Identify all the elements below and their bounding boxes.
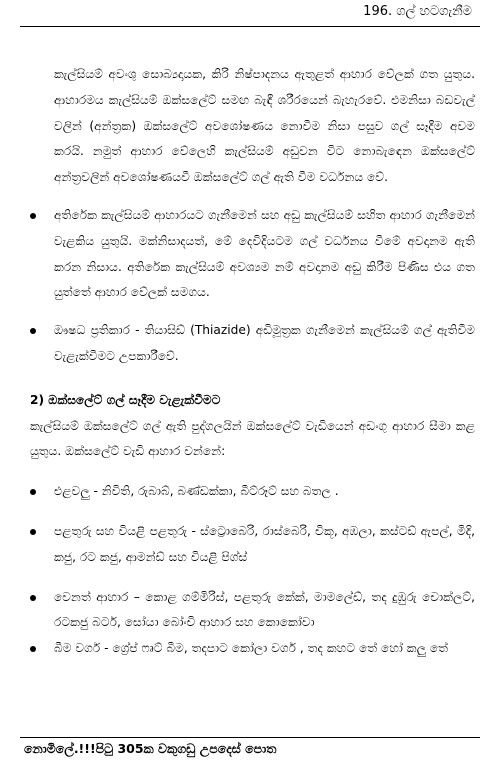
bullet-icon bbox=[30, 489, 36, 495]
footer-text: නොමිලේ.!!!පිටු 305ක වකුගඩු උපදෙස් පොත bbox=[24, 741, 277, 756]
section-heading: 2) ඔක්සලේට් ගල් සෑදීම වැළැක්වීමට bbox=[30, 392, 221, 407]
bullet-icon bbox=[30, 328, 36, 334]
spacer bbox=[30, 306, 475, 318]
list-item bbox=[30, 585, 475, 637]
oxalate-food-list bbox=[30, 479, 475, 662]
list-item bbox=[30, 519, 475, 571]
spacer bbox=[30, 370, 475, 388]
list-item bbox=[30, 636, 475, 662]
list-item-text: බීම වර්ග - ග්‍රේප් ෆෘට් බීම, තදපාට කෝලා වර්ග , තද කහට තේ හෝ කලු තේ bbox=[54, 641, 449, 656]
intro-paragraph: කැල්සියම් අවංශු සොබ්‍යදායක, කිරි නිෂ්පාදනය ඇතුළත් ආහාර වේලක් ගත යුතුය. ආහාරමය කැල්සියම් ඔක්සලේට් සමඟ බැඳී ශරීරයෙන් බැහැරවේ. එමනිසා බඩවැල් වලින් (අන්ත්‍රක) ඔක්සලේට් අවශෝෂණය නොවීම නිසා පසුව ගල් සෑදීම අවම කරයි. නමුත් ආහාර වේලෙහි කැල්සියම් අඩුවන විට නොබැඳෙන ඔක්සලේට් අන්ත්‍රවලින් අවශෝෂණයවී ඔක්සලේට් ගල් ඇති වීම වර්ධනය වේ. bbox=[54, 67, 475, 185]
page-content bbox=[30, 62, 475, 662]
spacer bbox=[30, 191, 475, 203]
list-item bbox=[30, 479, 475, 505]
spacer bbox=[30, 571, 475, 585]
bullet-icon bbox=[30, 529, 36, 535]
page-header-title: 196. ගල් හටගැනීම bbox=[363, 4, 472, 19]
list-item-text: අතිරේක කැල්සියම් ආහාරයට ගැනීමෙන් සහ අඩු කැල්සියම් සහිත ආහාර ගැනීමෙන් වැළකිය යුතුයි. මක්නිසාදයත්, මේ දෙවිදියටම ගල් වර්ධනය වීමේ අවදානම ඇති කරන නිසාය. අතිරේක කැල්සියම් අවශ්‍යම නම් අවදානම අඩු කිරීම පිණිස එය ගත යුත්තේ ආහාර වේලක් සමගය. bbox=[54, 207, 475, 300]
spacer bbox=[30, 505, 475, 519]
list-item-text: වෙනත් ආහාර – කොළ ගම්මිරිස්, පළතුරු කේක්, මාමලේඩ්, තද දුඹුරු චොක්ලට්, රටකජු බටර්, සෝයා බෝංචි ආහාර සහ කොකෝවා bbox=[54, 589, 475, 630]
header-divider bbox=[20, 26, 480, 27]
list-item-text: ඖෂධ ප්‍රතිකාර - තියාසිඩ් (Thiazide) අඩිමූත්‍රක ගැනීමෙන් කැල්සියම් ගල් ඇතිවීම වැළැක්වීමට උපකාරීවේ. bbox=[54, 323, 475, 363]
top-bullet-list bbox=[30, 203, 475, 370]
bullet-icon bbox=[30, 595, 36, 601]
list-item bbox=[30, 318, 475, 370]
bullet-icon bbox=[30, 213, 36, 219]
list-item bbox=[30, 203, 475, 306]
list-item-text: එළවලු - නිවිති, රුබාබ්, බණ්ඩක්කා, බීට්රූට් සහ බතල . bbox=[54, 484, 339, 499]
footer-divider bbox=[20, 737, 480, 738]
bullet-icon bbox=[30, 646, 36, 652]
list-item-text: පළතුරු සහ වියළි පළතුරු - ස්ට්‍රොබෙරි, රාස්බෙරි, චිකූ, අඹලා, කස්ටඩ් ඇපල්, මිදි, කජු, රට කජු, ආමන්ඩ් සහ වියළි පිග්ස් bbox=[54, 523, 475, 564]
section-intro-paragraph: කැල්සියම් ඔක්සලේට් ගල් ඇති පුද්ගලයින් ඔක්සලේට් වැඩියෙන් අඩංගු ආහාර සීමා කළ යුතුය. ඔක්සලේට් වැඩි ආහාර වන්නේ: bbox=[30, 418, 475, 459]
spacer bbox=[30, 465, 475, 479]
